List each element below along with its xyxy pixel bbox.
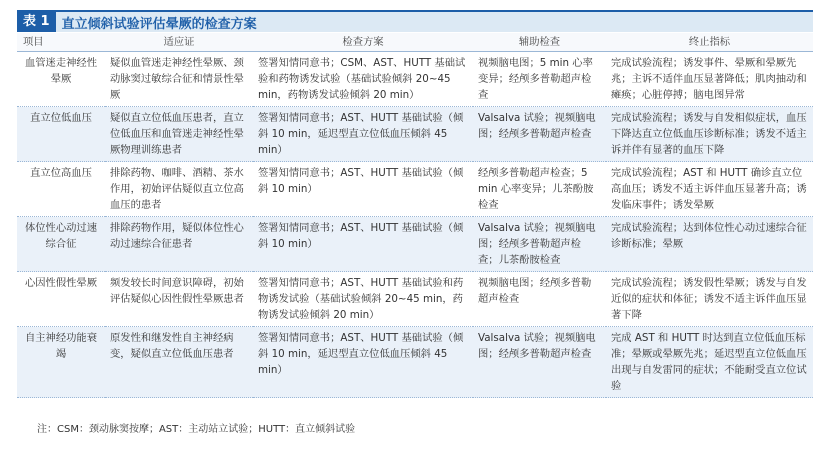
cell-protocol: 签署知情同意书；AST、HUTT 基础试验（倾斜 10 min） <box>253 217 473 272</box>
table-row <box>17 327 813 398</box>
cell-item: 自主神经功能衰竭 <box>17 327 105 398</box>
cell-termination: 完成试验流程；达到体位性心动过速综合征诊断标准；晕厥 <box>606 217 813 272</box>
cell-protocol: 签署知情同意书；AST、HUTT 基础试验（倾斜 10 min，延迟型直立位低血压倾斜 45 min） <box>253 107 473 162</box>
cell-auxiliary: Valsalva 试验；视频脑电图；经颅多普勒超声检查 <box>473 327 606 398</box>
table-header-row <box>17 33 813 52</box>
cell-termination: 完成试验流程；诱发与自发相似症状，血压下降达直立位低血压诊断标准；诱发不适主诉并伴有显著的血压下降 <box>606 107 813 162</box>
cell-termination: 完成试验流程；诱发假性晕厥；诱发与自发近似的症状和体征；诱发不适主诉伴血压显著下降 <box>606 272 813 327</box>
cell-auxiliary: Valsalva 试验；视频脑电图；经颅多普勒超声检查 <box>473 107 606 162</box>
cell-auxiliary: 视频脑电图；经颅多普勒超声检查 <box>473 272 606 327</box>
cell-auxiliary: 视频脑电图；5 min 心率变异；经颅多普勒超声检查 <box>473 52 606 107</box>
table-number-label: 表 1 <box>17 12 56 32</box>
header-indication: 适应证 <box>105 33 253 52</box>
exam-protocol-table <box>17 33 813 398</box>
cell-auxiliary: 经颅多普勒超声检查；5 min 心率变异；儿茶酚胺检查 <box>473 162 606 217</box>
header-item: 项目 <box>17 33 105 52</box>
table-caption <box>17 10 813 32</box>
cell-protocol: 签署知情同意书；AST、HUTT 基础试验（倾斜 10 min） <box>253 162 473 217</box>
header-termination: 终止指标 <box>606 33 813 52</box>
cell-protocol: 签署知情同意书；AST、HUTT 基础试验和药物诱发试验（基础试验倾斜 20~45 min，药物诱发试验倾斜 20 min） <box>253 272 473 327</box>
cell-termination: 完成试验流程；诱发事件、晕厥和晕厥先兆；主诉不适伴血压显著降低；肌肉抽动和瘫痪；心脏停搏；脑电图异常 <box>606 52 813 107</box>
cell-item: 直立位高血压 <box>17 162 105 217</box>
cell-item: 心因性假性晕厥 <box>17 272 105 327</box>
table-row <box>17 162 813 217</box>
table-row <box>17 217 813 272</box>
cell-item: 血管迷走神经性晕厥 <box>17 52 105 107</box>
cell-termination: 完成试验流程；AST 和 HUTT 确诊直立位高血压；诱发不适主诉伴血压显著升高；诱发临床事件；诱发晕厥 <box>606 162 813 217</box>
cell-indication: 频发较长时间意识障碍，初始评估疑似心因性假性晕厥患者 <box>105 272 253 327</box>
cell-protocol: 签署知情同意书；CSM、AST、HUTT 基础试验和药物诱发试验（基础试验倾斜 20~45 min，药物诱发试验倾斜 20 min） <box>253 52 473 107</box>
table-footnote: 注：CSM：颈动脉窦按摩；AST：主动站立试验；HUTT：直立倾斜试验 <box>37 424 356 435</box>
cell-termination: 完成 AST 和 HUTT 时达到直立位低血压标准；晕厥或晕厥先兆；延迟型直立位低血压出现与自发雷同的症状；不能耐受直立位试验 <box>606 327 813 398</box>
table-title: 直立倾斜试验评估晕厥的检查方案 <box>61 16 257 32</box>
cell-item: 直立位低血压 <box>17 107 105 162</box>
cell-indication: 疑似血管迷走神经性晕厥、颈动脉窦过敏综合征和情景性晕厥 <box>105 52 253 107</box>
cell-indication: 原发性和继发性自主神经病变，疑似直立位低血压患者 <box>105 327 253 398</box>
cell-indication: 排除药物、咖啡、酒精、茶水作用，初始评估疑似直立位高血压的患者 <box>105 162 253 217</box>
header-protocol: 检查方案 <box>253 33 473 52</box>
table-row <box>17 107 813 162</box>
cell-indication: 排除药物作用，疑似体位性心动过速综合征患者 <box>105 217 253 272</box>
cell-indication: 疑似直立位低血压患者，直立位低血压和血管迷走神经性晕厥物理训练患者 <box>105 107 253 162</box>
cell-item: 体位性心动过速综合征 <box>17 217 105 272</box>
cell-auxiliary: Valsalva 试验；视频脑电图；经颅多普勒超声检查；儿茶酚胺检查 <box>473 217 606 272</box>
table-row <box>17 52 813 107</box>
header-auxiliary: 辅助检查 <box>473 33 606 52</box>
table-row <box>17 272 813 327</box>
cell-protocol: 签署知情同意书；AST、HUTT 基础试验（倾斜 10 min，延迟型直立位低血压倾斜 45 min） <box>253 327 473 398</box>
